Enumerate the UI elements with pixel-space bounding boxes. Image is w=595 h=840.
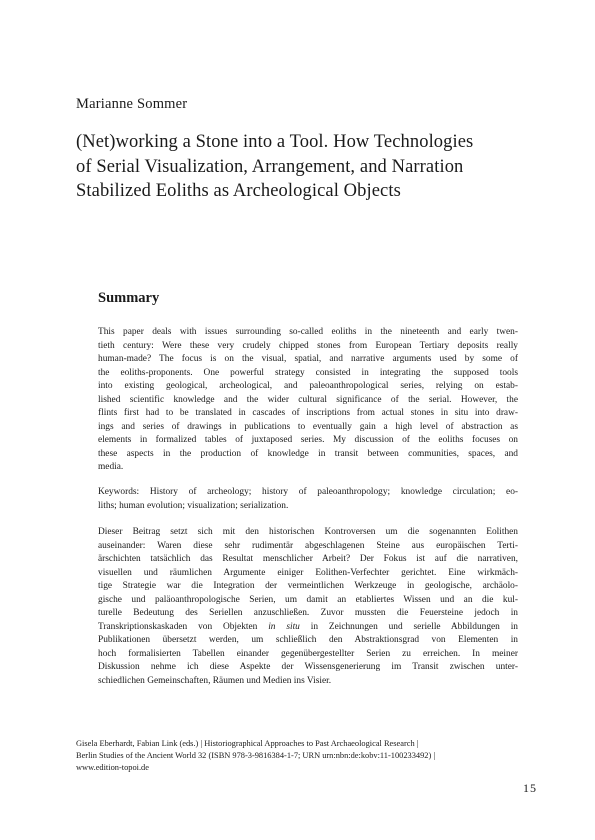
- abstract-line: human-made? The focus is on the visual, spatial, and narrative arguments used by some of: [98, 354, 518, 364]
- abstract-line: Publikationen übersetzt werden, um schließlich den Abstraktionsgrad von Elementen in: [98, 635, 518, 645]
- abstract-line: hoch formalisierten Tabellen einander gegenübergestellter Serien zu erreichen. In meiner: [98, 648, 518, 659]
- paper-title: [76, 130, 546, 204]
- abstract-text: Transkriptionskaskaden von Objekten: [98, 621, 258, 632]
- abstract-line: Dieser Beitrag setzt sich mit den historischen Kontroversen um die sogenannten Eolithen: [98, 527, 518, 537]
- title-line: (Net)working a Stone into a Tool. How Technologies: [76, 132, 474, 152]
- abstract-text: in Zeichnungen und serielle Abbildungen in: [299, 621, 518, 632]
- footer-link[interactable]: www.edition-topoi.de: [76, 763, 149, 773]
- abstract-line: the eoliths-proponents. One powerful strategy consisted in integrating the supposed tools: [98, 367, 518, 378]
- abstract-line: ärschichten tatsächlich das Resultat menschlicher Arbeit? Der Fokus ist auf die narrativen,: [98, 554, 518, 564]
- author-name: Marianne Sommer: [76, 96, 188, 112]
- page-number: 15: [523, 781, 537, 795]
- abstract-line: turelle Bedeutung des Seriellen anzuschließen. Zuvor mussten die Feuersteine jedoch in: [98, 608, 518, 618]
- abstract-line: elements in formalized tables of juxtaposed series. My discussion of the eoliths focuses on: [98, 435, 518, 445]
- keywords-line: Keywords: History of archeology; history of paleoanthropology; knowledge circulation; eo-: [98, 487, 518, 497]
- abstract-line: these aspects in the production of knowledge in transit between communities, spaces, and: [98, 448, 518, 459]
- abstract-line: into existing geological, archeological, and paleoanthropological series, relying on estab-: [98, 381, 518, 391]
- abstract-line: [98, 621, 518, 635]
- keywords: [98, 486, 518, 513]
- publication-footer: [76, 738, 526, 775]
- abstract-line: tieth century: Were these very crudely chipped stones from European Tertiary deposits really: [98, 340, 518, 351]
- abstract-line: flints first had to be translated in cascades of inscriptions from actual stones in situ into draw-: [98, 408, 518, 418]
- abstract-line: visuellen und räumlichen Argumente einiger Eolithen-Verfechter gerichtet. Eine wirkmäch-: [98, 567, 518, 578]
- title-line: of Serial Visualization, Arrangement, and Narration: [76, 156, 464, 177]
- abstract-german: [98, 526, 518, 688]
- abstract-line: This paper deals with issues surrounding so-called eoliths in the nineteenth and early twen-: [98, 327, 518, 337]
- abstract-line: media.: [98, 462, 124, 472]
- footer-line: Gisela Eberhardt, Fabian Link (eds.) | Historiographical Approaches to Past Archaeological Research |: [76, 739, 419, 748]
- summary-heading: Summary: [98, 290, 160, 306]
- abstract-line: auseinander: Waren diese sehr rudimentär abgeschlagenen Steine aus europäischen Terti-: [98, 540, 518, 551]
- abstract-line: tige Strategie war die Integration der vermeintlichen Werkzeuge in geologische, archäolo-: [98, 581, 518, 591]
- italic-term: in situ: [268, 621, 300, 632]
- abstract-line: schiedlichen Gemeinschaften, Räumen und Medien ins Visier.: [98, 675, 332, 686]
- abstract-line: Diskussion nehme ich diese Aspekte der Wissensgenerierung im Transit zwischen unter-: [98, 662, 518, 672]
- title-line: Stabilized Eoliths as Archeological Objects: [76, 181, 401, 201]
- abstract-line: lished scientific knowledge and the wider cultural significance of the serial. However, the: [98, 394, 518, 405]
- abstract-line: ings and series of drawings in publications to eventually gain a high level of abstraction as: [98, 421, 518, 432]
- abstract-english: [98, 326, 518, 475]
- abstract-line: gische und paläoanthropologische Serien, um damit an etabliertes Wissen und an die kul-: [98, 594, 518, 605]
- footer-line: Berlin Studies of the Ancient World 32 (ISBN 978-3-9816384-1-7; URN urn:nbn:de:kobv:11-100233492) |: [76, 751, 435, 761]
- keywords-line: liths; human evolution; visualization; serialization.: [98, 500, 289, 511]
